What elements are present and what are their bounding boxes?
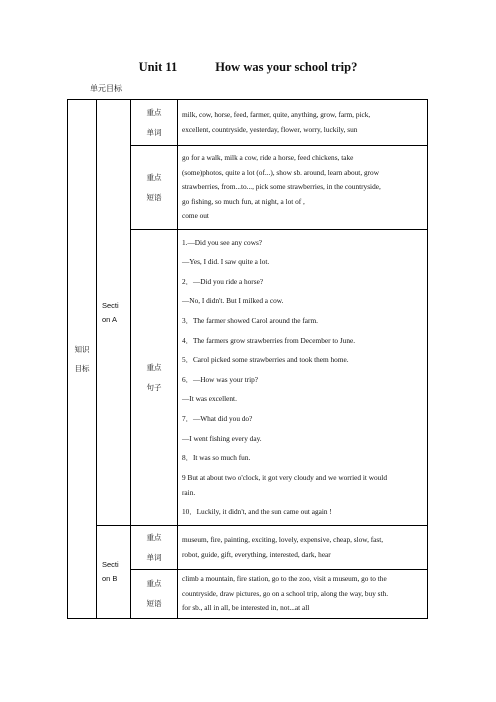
text-line: robot, guide, gift, everything, interested, dark, hear [182, 549, 331, 559]
document-title [0, 60, 496, 75]
label-line: 短语 [146, 192, 162, 202]
phrases-label-cell [131, 570, 178, 619]
label-line: 重点 [146, 107, 162, 117]
unit-goals-table [67, 99, 428, 619]
text-line: go for a walk, milk a cow, ride a horse, feed chickens, take [182, 153, 354, 163]
section-b-words-cell [178, 526, 428, 570]
text-line: 5．Carol picked some strawberries and took them home. [182, 355, 349, 365]
label-line: 单词 [146, 127, 162, 137]
text-line: —Yes, I did. I saw quite a lot. [182, 257, 270, 267]
text-line: 6．—How was your trip? [182, 374, 258, 384]
phrases-label-cell [131, 146, 178, 230]
category-label-line: 目标 [74, 363, 90, 373]
text-line: countryside, draw pictures, go on a school trip, along the way, buy sth. [182, 588, 389, 598]
category-label-line: 知识 [74, 344, 90, 354]
text-line: strawberries, from...to..., pick some strawberries, in the countryside, [182, 182, 381, 192]
table-row [68, 526, 428, 570]
text-line: —No, I didn't. But I milked a cow. [182, 296, 284, 306]
text-line: rain. [182, 487, 196, 497]
words-label-cell [131, 100, 178, 146]
text-line: —I went fishing every day. [182, 433, 262, 443]
label-line: 重点 [146, 172, 162, 182]
unit-title: How was your school trip? [215, 60, 358, 74]
text-line: 8．It was so much fun. [182, 453, 251, 463]
text-line: —It was excellent. [182, 394, 237, 404]
section-b-cell [97, 526, 131, 619]
label-line: 重点 [146, 532, 162, 542]
section-subtitle: 单元目标 [90, 84, 122, 93]
section-a-label-line: Secti [102, 300, 119, 310]
label-line: 句子 [146, 382, 162, 392]
label-line: 重点 [146, 362, 162, 372]
text-line: 1.—Did you see any cows? [182, 237, 263, 247]
text-line: 10．Luckily, it didn't, and the sun came out again ! [182, 507, 332, 517]
section-b-phrases-cell [178, 570, 428, 619]
text-line: excellent, countryside, yesterday, flower, worry, luckily, sun [182, 124, 358, 134]
text-line: 7．—What did you do? [182, 413, 253, 423]
section-a-cell [97, 100, 131, 526]
text-line: 3．The farmer showed Carol around the farm. [182, 316, 318, 326]
table-row [68, 100, 428, 146]
text-line: (some)photos, quite a lot (of...), show sb. around, learn about, grow [182, 167, 379, 177]
section-b-label-line: on B [102, 573, 118, 583]
text-line: milk, cow, horse, feed, farmer, quite, anything, grow, farm, pick, [182, 109, 371, 119]
category-cell [68, 100, 97, 619]
section-b-label-line: Secti [102, 559, 119, 569]
label-line: 重点 [146, 578, 162, 588]
text-line: go fishing, so much fun, at night, a lot of , [182, 196, 305, 206]
label-line: 短语 [146, 598, 162, 608]
text-line: come out [182, 211, 209, 221]
label-line: 单词 [146, 552, 162, 562]
section-a-words-cell [178, 100, 428, 146]
text-line: 4．The farmers grow strawberries from December to June. [182, 335, 356, 345]
text-line: 2．—Did you ride a horse? [182, 276, 264, 286]
text-line: climb a mountain, fire station, go to the zoo, visit a museum, go to the [182, 574, 387, 583]
unit-number: Unit 11 [138, 60, 178, 74]
section-a-label-line: on A [102, 314, 118, 324]
section-a-phrases-cell [178, 146, 428, 230]
sentences-label-cell [131, 230, 178, 526]
text-line: for sb., all in all, be interested in, not...at all [182, 603, 310, 613]
section-a-sentences-cell [178, 230, 428, 526]
words-label-cell [131, 526, 178, 570]
text-line: museum, fire, painting, exciting, lovely, expensive, cheap, slow, fast, [182, 534, 384, 544]
text-line: 9 But at about two o'clock, it got very cloudy and we worried it would [182, 472, 387, 482]
